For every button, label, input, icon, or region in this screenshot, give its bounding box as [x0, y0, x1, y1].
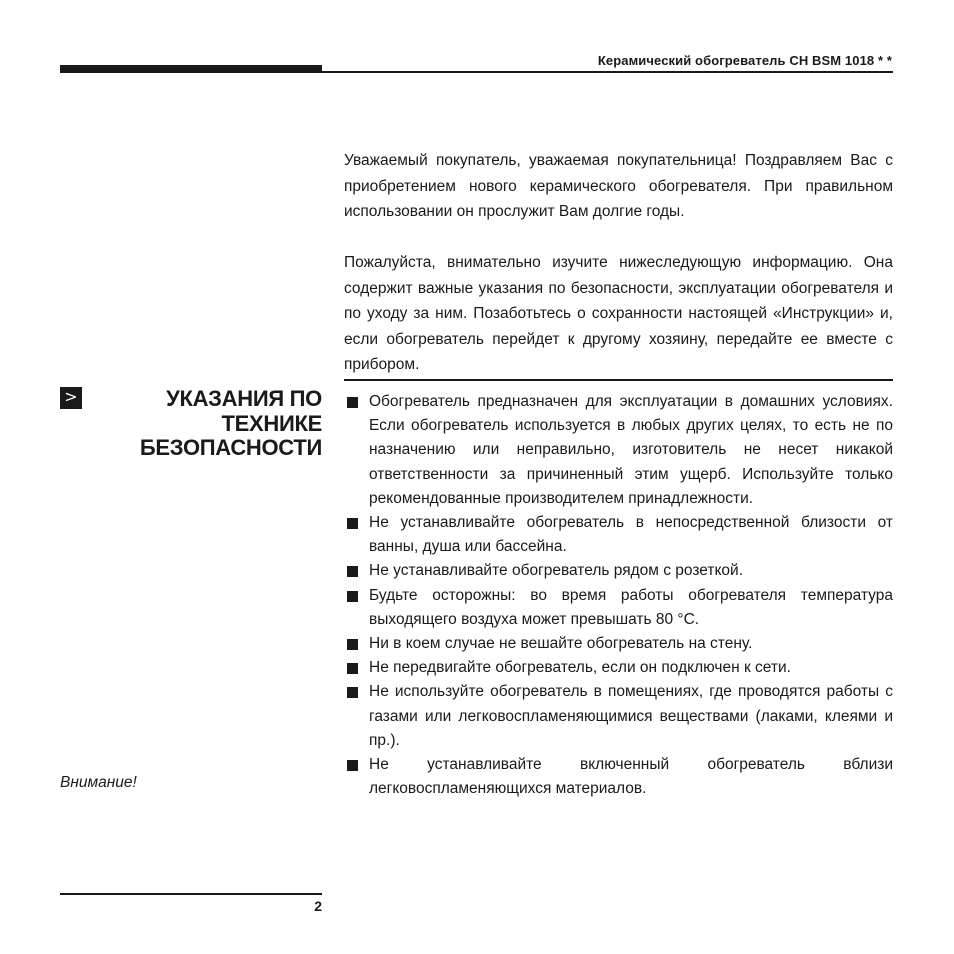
square-bullet-icon — [347, 687, 358, 698]
section-heading-line: УКАЗАНИЯ ПО — [166, 386, 322, 411]
list-item — [344, 390, 893, 511]
section-heading-line: ТЕХНИКЕ — [221, 410, 322, 436]
list-item-text: Будьте осторожны: во время работы обогревателя температура выходящего воздуха может превышать 80 °С. — [369, 586, 893, 628]
intro-paragraph-instructions: Пожалуйста, внимательно изучите нижеследующую информацию. Она содержит важные указания по безопасности, эксплуатации обогревателя и по уходу за ним. Позаботьтесь о сохранности настоящей «Инструкции» и, если обогреватель перейдет к другому хозяину, передайте ее вместе с прибором. — [344, 254, 893, 373]
list-item-text: Не устанавливайте обогреватель рядом с розеткой. — [369, 562, 744, 580]
footer-rule — [60, 893, 322, 895]
list-item — [344, 680, 893, 753]
list-item — [344, 656, 893, 680]
square-bullet-icon — [347, 397, 358, 408]
intro-paragraph-greeting: Уважаемый покупатель, уважаемая покупательница! Поздравляем Вас с приобретением нового керамического обогревателя. При правильном использовании он прослужит Вам долгие годы. — [344, 152, 893, 220]
page-number: 2 — [314, 898, 322, 914]
square-bullet-icon — [347, 760, 358, 771]
header-thin-rule — [322, 71, 893, 73]
header-thick-rule — [60, 65, 322, 73]
list-item-text: Не передвигайте обогреватель, если он подключен к сети. — [369, 659, 791, 677]
list-item-text: Не устанавливайте включенный обогреватель вблизи легковоспламеняющихся материалов. — [369, 756, 893, 798]
intro-text — [344, 148, 893, 403]
list-item-text: Не используйте обогреватель в помещениях, где проводятся работы с газами или легковоспламеняющимися веществами (лаками, клеями и пр.). — [369, 683, 893, 749]
section-divider — [344, 379, 893, 381]
square-bullet-icon — [347, 591, 358, 602]
safety-instructions-list — [344, 390, 893, 801]
section-heading — [82, 387, 322, 461]
list-item-text: Не устанавливайте обогреватель в непосредственной близости от ванны, душа или бассейна. — [369, 514, 893, 556]
list-item-text: Ни в коем случае не вешайте обогреватель на стену. — [369, 635, 753, 653]
list-item — [344, 753, 893, 801]
square-bullet-icon — [347, 566, 358, 577]
section-heading-line: БЕЗОПАСНОСТИ — [139, 435, 322, 460]
list-item-text: Обогреватель предназначен для эксплуатации в домашних условиях. Если обогреватель используется в любых других целях, то есть не по назначению или неправильно, изготовитель не несет никакой ответственности за причиненный этим ущерб. Используйте только рекомендованные производителем принадлежности. — [369, 393, 893, 507]
attention-label: Внимание! — [60, 774, 137, 791]
list-item — [344, 632, 893, 656]
list-item — [344, 584, 893, 632]
square-bullet-icon — [347, 518, 358, 529]
square-bullet-icon — [347, 639, 358, 650]
square-bullet-icon — [347, 663, 358, 674]
list-item — [344, 559, 893, 583]
section-arrow-icon: > — [60, 387, 82, 409]
list-item — [344, 511, 893, 559]
document-header-title: Керамический обогреватель CH BSM 1018 * * — [597, 53, 892, 68]
